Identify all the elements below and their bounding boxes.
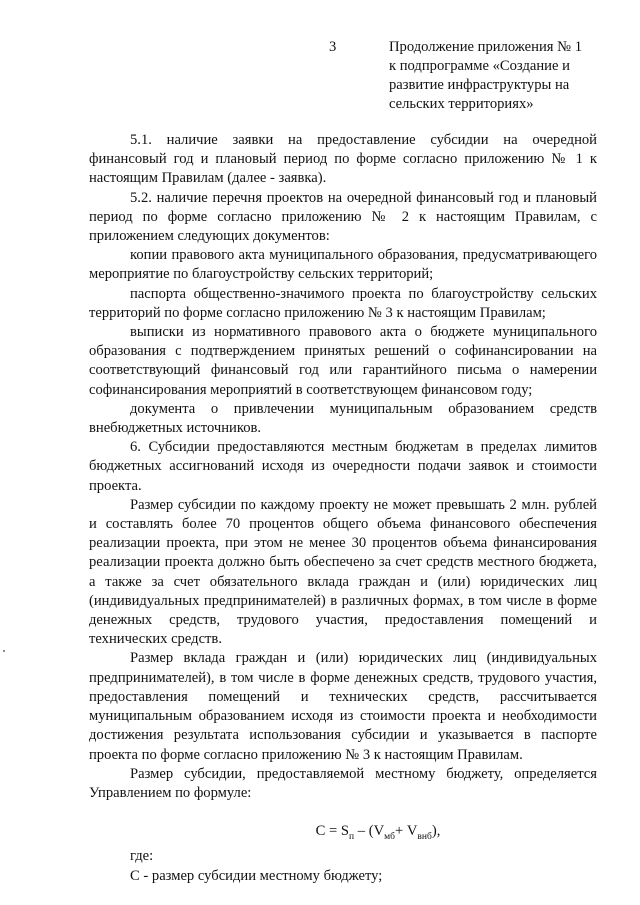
formula-plus: + V xyxy=(395,823,418,840)
where-label: где: xyxy=(130,848,154,865)
scan-mark xyxy=(3,650,5,652)
header-note-line: к подпрограмме «Создание и xyxy=(389,58,570,74)
document-item-extra-budget: документа о привлечении муниципальным образованием средств внебюджетных источников. xyxy=(89,400,597,437)
paragraph-formula-intro: Размер субсидии, предоставляемой местному бюджету, определяется Управлением по формуле: xyxy=(89,765,597,801)
subsidy-formula xyxy=(89,822,597,841)
document-item-legal-act: копии правового акта муниципального образования, предусматривающего мероприятие по благоустройству сельских территорий; xyxy=(89,247,597,283)
paragraph-6: 6. Субсидии предоставляются местным бюджетам в пределах лимитов бюджетных ассигнований исходя из очередности подачи заявок и стоимости проекта. xyxy=(89,439,597,494)
page-number: 3 xyxy=(329,39,337,55)
definition-c: С - размер субсидии местному бюджету; xyxy=(130,867,383,884)
formula-sub-mb: мб xyxy=(384,832,395,843)
formula-sub-vnb: внб xyxy=(417,832,432,843)
header-note-line: развитие инфраструктуры на xyxy=(389,77,570,93)
header-note-line: сельских территориях» xyxy=(389,96,534,112)
header-note-line: Продолжение приложения № 1 xyxy=(389,39,582,55)
formula-mid: – (V xyxy=(354,823,385,840)
paragraph-contribution-size: Размер вклада граждан и (или) юридических лиц (индивидуальных предпринимателей), в том числе в форме денежных средств, трудового участия, предоставления помещений и технических средств, рассчитывается муниципальным образованием исходя из стоимости проекта и необходимости достижения результата использования субсидии и указывается в паспорте проекта по форме согласно приложению № 3 к настоящим Правилам. xyxy=(89,650,597,763)
document-item-project-passport: паспорта общественно-значимого проекта по благоустройству сельских территорий по форме согласно приложению № 3 к настоящим Правилам; xyxy=(89,285,597,321)
paragraph-5-1: 5.1. наличие заявки на предоставление субсидии на очередной финансовый год и плановый период по форме согласно приложению № 1 к настоящим Правилам (далее - заявка). xyxy=(89,132,597,187)
formula-sub-p: п xyxy=(349,832,355,843)
formula-end: ), xyxy=(431,823,441,840)
paragraph-subsidy-size: Размер субсидии по каждому проекту не может превышать 2 млн. рублей и составлять более 70 процентов общего объема финансового обеспечения реализации проекта, при этом не менее 30 процентов объема финансирования реализации проекта должно быть обеспечено за счет средств местного бюджета, а также за счет обязательного вклада граждан и (или) юридических лиц (индивидуальных предпринимателей) в различных формах, в том числе в форме денежных средств, трудового участия, предоставления помещений и технических средств. xyxy=(89,496,597,648)
document-item-budget-extract: выписки из нормативного правового акта о бюджете муниципального образования с подтверждением принятых решений о софинансировании на соответствующий финансовый год или гарантийного письма о намерении софинансирования мероприятий в соответствующем финансовом году; xyxy=(89,324,597,398)
paragraph-5-2: 5.2. наличие перечня проектов на очередной финансовый год и плановый период по форме согласно приложению № 2 к настоящим Правилам, с приложением следующих документов: xyxy=(89,189,597,245)
document-body xyxy=(89,131,597,886)
formula-lhs: C = S xyxy=(315,823,350,840)
appendix-header-note xyxy=(389,38,619,114)
